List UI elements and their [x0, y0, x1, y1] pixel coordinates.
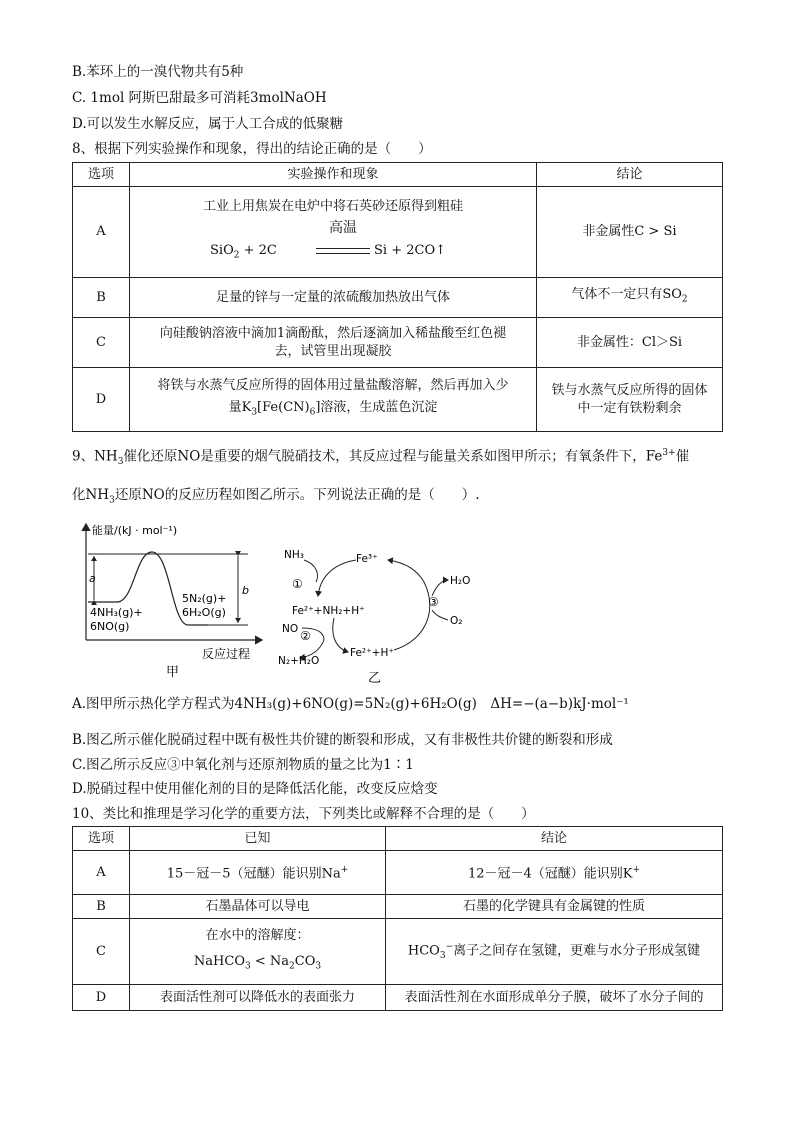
o2-label: O₂ [450, 615, 463, 627]
q10-row-c [73, 919, 723, 985]
q8-row-b [73, 278, 723, 318]
q10-row-b [73, 895, 723, 919]
q10-header-row [73, 827, 723, 851]
header-conclusion: 结论 [386, 827, 723, 851]
reaction-condition: 高温 [329, 220, 357, 236]
fe3-label: Fe³⁺ [356, 553, 378, 565]
q8-row-d [73, 368, 723, 432]
arrow-step-3 [388, 560, 430, 650]
header-known: 已知 [130, 827, 386, 851]
q8-header-row [73, 163, 723, 187]
header-conclusion: 结论 [537, 163, 723, 187]
q8-table [72, 162, 723, 432]
q10-stem: 10、类比和推理是学习化学的重要方法，下列类比或解释不合理的是（ ） [72, 806, 535, 822]
q7-option-b: B.苯环上的一溴代物共有5种 [72, 64, 244, 80]
row-option: D [73, 985, 130, 1011]
q7-option-c: C. 1mol 阿斯巴甜最多可消耗3molNaOH [72, 90, 327, 106]
row-operation: 向硅酸钠溶液中滴加1滴酚酞，然后逐滴加入稀盐酸至红色褪 去，试管里出现凝胶 [130, 318, 537, 368]
label-b: b [242, 584, 249, 597]
row-conclusion: 表面活性剂在水面形成单分子膜，破坏了水分子间的 [386, 985, 723, 1011]
no-label: NO [282, 623, 299, 635]
row-operation: 足量的锌与一定量的浓硫酸加热放出气体 [130, 278, 537, 318]
equation: SiO$_2$ + 2C 高温 Si + 2CO↑ [210, 220, 446, 261]
q9-option-d: D.脱硝过程中使用催化剂的目的是降低活化能，改变反应焓变 [72, 781, 438, 797]
row-known: 表面活性剂可以降低水的表面张力 [130, 985, 386, 1011]
equals-sign [316, 248, 370, 254]
product-label-2: 6H₂O(g) [182, 606, 226, 619]
q9-stem-line1: 9、$NH_3$催化还原NO是重要的烟气脱硝技术，其反应过程与能量关系如图甲所示；有氧条件下，$Fe^{3+}$催 [72, 448, 690, 468]
reactant-label-2: 6NO(g) [90, 620, 130, 633]
header-option: 选项 [73, 827, 130, 851]
figure-caption-yi: 乙 [368, 671, 382, 685]
product-label-1: 5N₂(g)+ [182, 592, 227, 605]
q9-stem-line2: 化$NH_3$还原NO的反应历程如图乙所示。下列说法正确的是（ ）. [72, 487, 480, 506]
row-option: C [73, 318, 130, 368]
arrow-step-1 [318, 560, 356, 596]
energy-diagram-jia [78, 518, 268, 680]
operation-text: 工业上用焦炭在电炉中将石英砂还原得到粗硅 [202, 199, 463, 214]
y-axis-label: 能量/(kJ · mol⁻¹) [92, 524, 178, 537]
q10-row-d [73, 985, 723, 1011]
step-3-label: ③ [428, 595, 439, 609]
row-option: B [73, 278, 130, 318]
mechanism-diagram-yi [276, 540, 486, 685]
q10-row-a [73, 851, 723, 895]
row-conclusion: 12－冠－4（冠醚）能识别K+ [386, 851, 723, 895]
q8-stem: 8、根据下列实验操作和现象，得出的结论正确的是（ ） [72, 141, 432, 157]
row-option: A [73, 851, 130, 895]
q9-option-b: B.图乙所示催化脱硝过程中既有极性共价键的断裂和形成，又有非极性共价键的断裂和形成 [72, 732, 613, 748]
figure-caption-jia: 甲 [166, 665, 180, 680]
q9-option-c: C.图乙所示反应③中氧化剂与还原剂物质的量之比为1∶1 [72, 757, 414, 773]
row-operation: 将铁与水蒸气反应所得的固体用过量盐酸溶解，然后再加入少 量$K_3[Fe(CN)_6]$溶液，生成蓝色沉淀 [130, 368, 537, 432]
step-2-label: ② [300, 629, 311, 643]
row-conclusion: 非金属性C > Si [537, 187, 723, 278]
nh3-label: NH₃ [284, 549, 304, 561]
q9-option-a: A.图甲所示热化学方程式为4NH₃(g)+6NO(g)=5N₂(g)+6H₂O(g) ΔH=−(a−b)kJ·mol⁻¹ [72, 696, 629, 712]
row-conclusion: $HCO_3^-$离子之间存在氢键，更难与水分子形成氢键 [386, 919, 723, 985]
row-conclusion: 石墨的化学键具有金属键的性质 [386, 895, 723, 919]
header-operation: 实验操作和现象 [130, 163, 537, 187]
step-1-label: ① [292, 577, 303, 591]
q8-row-a [73, 187, 723, 278]
q10-table [72, 826, 723, 1011]
h2o-label: H₂O [450, 575, 471, 587]
header-option: 选项 [73, 163, 130, 187]
row-operation [130, 187, 537, 278]
row-option: C [73, 919, 130, 985]
q7-option-d: D.可以发生水解反应，属于人工合成的低聚糖 [72, 116, 344, 132]
row-known: 在水中的溶解度： NaHCO$_3$ < $Na_2CO_3$ [130, 919, 386, 985]
reactant-label-1: 4NH₃(g)+ [90, 606, 143, 619]
intermediate-1-label: Fe²⁺+NH₂+H⁺ [292, 605, 365, 617]
row-conclusion: 铁与水蒸气反应所得的固体 中一定有铁粉剩余 [537, 368, 723, 432]
x-axis-label: 反应过程 [202, 647, 251, 661]
arrow-step-2 [333, 618, 348, 652]
n2-h2o-label: N₂+H₂O [278, 655, 320, 667]
row-conclusion: 非金属性：Cl＞Si [537, 318, 723, 368]
row-option: B [73, 895, 130, 919]
row-option: D [73, 368, 130, 432]
row-known: 石墨晶体可以导电 [130, 895, 386, 919]
row-known: 15－冠－5（冠醚）能识别Na+ [130, 851, 386, 895]
row-option: A [73, 187, 130, 278]
row-conclusion: 气体不一定只有$SO_2$ [537, 278, 723, 318]
intermediate-2-label: Fe²⁺+H⁺ [350, 647, 394, 659]
q8-row-c [73, 318, 723, 368]
label-a: a [89, 572, 96, 585]
